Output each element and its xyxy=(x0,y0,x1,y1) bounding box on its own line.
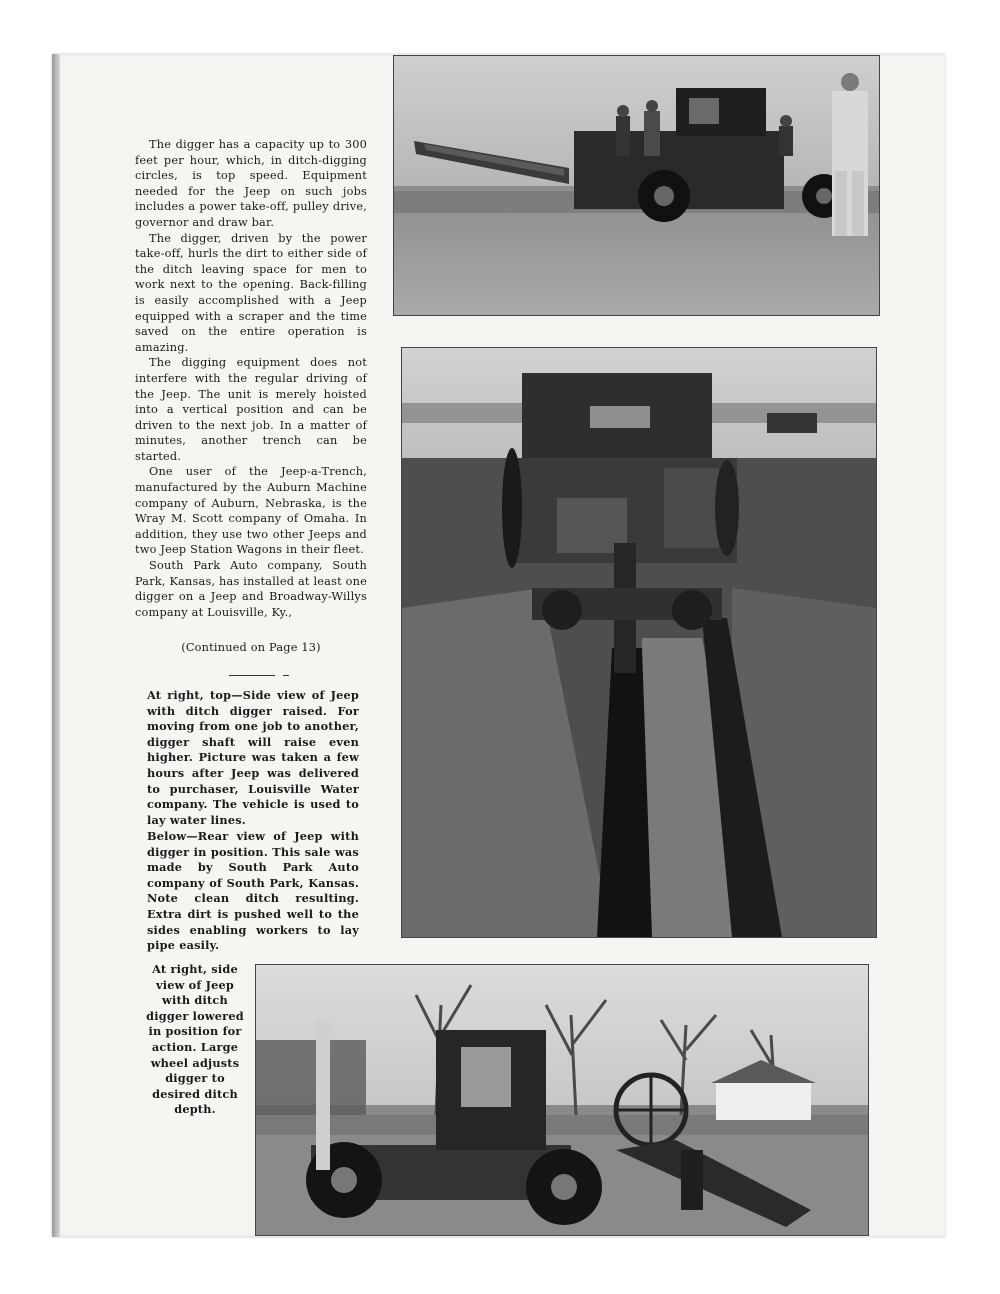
photo-jeep-rear-ditch xyxy=(401,347,877,938)
article-paragraph: The digging equipment does not interfere with the regular driving of the Jeep. The unit is merely hoisted into a vertical position and can be driven to the next job. In a matter of minutes, another trench can be started. xyxy=(135,356,367,463)
article-paragraph: One user of the Jeep-a-Trench, manufactured by the Auburn Machine company of Auburn, Nebraska, is the Wray M. Scott company of Omaha. In addition, they use two other Jeeps and two Jeep Station Wagons in their fleet. xyxy=(135,465,367,557)
page-binding-shadow xyxy=(52,54,60,1237)
caption-bottom-photo: At right, side view of Jeep with ditch digger lowered in position for action. Large wheel adjusts digger to desired ditch depth. xyxy=(146,962,244,1117)
continued-note: (Continued on Page 13) xyxy=(181,641,321,654)
section-divider xyxy=(229,675,275,676)
photo-jeep-digger-raised xyxy=(393,55,880,316)
article-paragraph: The digger has a capacity up to 300 feet per hour, which, in ditch-digging circles, is top speed. Equipment needed for the Jeep on such jobs includes a power take-off, pulley drive, governor and draw bar. xyxy=(135,138,367,229)
article-paragraph: South Park Auto company, South Park, Kansas, has installed at least one digger on a Jeep and Broadway-Willys company at Louisville, Ky., xyxy=(135,559,367,619)
caption-rear-photo: Below—Rear view of Jeep with digger in position. This sale was made by South Park Auto company of South Park, Kansas. Note clean ditch resulting. Extra dirt is pushed well to the sides enabling workers to lay pipe easily. xyxy=(147,829,359,953)
photo-jeep-digger-lowered xyxy=(255,964,869,1236)
article-paragraph: The digger, driven by the power take-off, hurls the dirt to either side of the ditch leaving space for men to work next to the opening. Back-filling is easily accomplished with a Jeep equipped with a scraper and the time saved on the entire operation is amazing. xyxy=(135,231,367,354)
article-body xyxy=(135,137,367,620)
caption-top-photo: At right, top—Side view of Jeep with ditch digger raised. For moving from one job to another, digger shaft will raise even higher. Picture was taken a few hours after Jeep was delivered to purchaser, Louisville Water company. The vehicle is used to lay water lines. xyxy=(147,688,359,827)
section-divider-tick xyxy=(283,675,289,676)
